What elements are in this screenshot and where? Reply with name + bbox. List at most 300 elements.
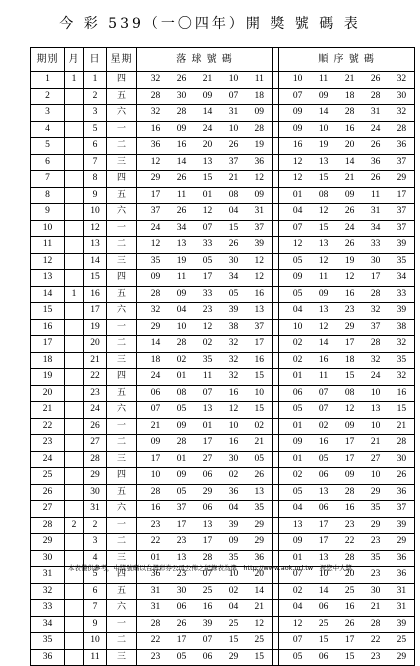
drawn-number-cell: 07 bbox=[143, 402, 169, 419]
drawn-number-cell: 09 bbox=[169, 468, 195, 485]
sorted-number-cell: 07 bbox=[285, 633, 311, 650]
sorted-number-cell: 13 bbox=[311, 237, 337, 254]
drawn-number-cell: 28 bbox=[143, 88, 169, 105]
drawn-number-cell: 19 bbox=[169, 253, 195, 270]
sorted-number-cell: 07 bbox=[311, 402, 337, 419]
day-cell: 10 bbox=[84, 204, 107, 221]
sorted-number-cell: 16 bbox=[337, 600, 363, 617]
table-row bbox=[31, 534, 415, 551]
drawn-number-cell: 12 bbox=[195, 204, 221, 221]
drawn-number-cell: 28 bbox=[169, 105, 195, 122]
drawn-number-cell: 10 bbox=[221, 121, 247, 138]
sorted-number-cell: 16 bbox=[311, 352, 337, 369]
drawn-number-cell: 32 bbox=[221, 336, 247, 353]
sorted-number-cell: 10 bbox=[311, 121, 337, 138]
day-cell: 14 bbox=[84, 253, 107, 270]
drawn-number-cell: 12 bbox=[195, 319, 221, 336]
drawn-number-cell: 21 bbox=[143, 418, 169, 435]
table-row bbox=[31, 187, 415, 204]
sorted-number-cell: 31 bbox=[389, 583, 415, 600]
month-cell bbox=[65, 204, 84, 221]
drawn-number-cell: 32 bbox=[143, 72, 169, 89]
period-cell: 18 bbox=[31, 352, 65, 369]
sorted-number-cell: 17 bbox=[337, 633, 363, 650]
weekday-cell: 二 bbox=[107, 138, 137, 155]
weekday-cell: 五 bbox=[107, 583, 137, 600]
drawn-number-cell: 06 bbox=[195, 501, 221, 518]
page-title: 今 彩 539（一〇四年）開 獎 號 碼 表 bbox=[59, 16, 361, 32]
sorted-number-cell: 28 bbox=[337, 105, 363, 122]
weekday-cell: 一 bbox=[107, 418, 137, 435]
sorted-number-cell: 06 bbox=[311, 501, 337, 518]
sorted-number-cell: 29 bbox=[389, 649, 415, 666]
drawn-number-cell: 09 bbox=[221, 534, 247, 551]
drawn-number-cell: 26 bbox=[169, 72, 195, 89]
day-cell: 9 bbox=[84, 616, 107, 633]
drawn-number-cell: 34 bbox=[169, 220, 195, 237]
weekday-cell: 六 bbox=[107, 303, 137, 320]
sorted-number-cell: 21 bbox=[389, 418, 415, 435]
weekday-cell: 一 bbox=[107, 616, 137, 633]
sorted-number-cell: 21 bbox=[337, 171, 363, 188]
drawn-number-cell: 09 bbox=[143, 270, 169, 287]
drawn-number-cell: 09 bbox=[169, 418, 195, 435]
drawn-number-cell: 10 bbox=[221, 567, 247, 584]
drawn-number-cell: 07 bbox=[195, 385, 221, 402]
sorted-number-cell: 22 bbox=[363, 633, 389, 650]
table-row bbox=[31, 583, 415, 600]
drawn-number-cell: 13 bbox=[195, 154, 221, 171]
sorted-number-cell: 09 bbox=[311, 286, 337, 303]
month-cell bbox=[65, 237, 84, 254]
drawn-number-cell: 24 bbox=[143, 220, 169, 237]
table-row bbox=[31, 237, 415, 254]
sorted-number-cell: 23 bbox=[337, 517, 363, 534]
sorted-number-cell: 12 bbox=[311, 253, 337, 270]
weekday-cell: 二 bbox=[107, 633, 137, 650]
table-row bbox=[31, 435, 415, 452]
sorted-number-cell: 26 bbox=[363, 72, 389, 89]
table-row bbox=[31, 451, 415, 468]
day-cell: 5 bbox=[84, 567, 107, 584]
drawn-number-cell: 37 bbox=[221, 154, 247, 171]
sorted-number-cell: 08 bbox=[311, 187, 337, 204]
day-cell: 2 bbox=[84, 517, 107, 534]
month-cell bbox=[65, 649, 84, 666]
sorted-number-cell: 10 bbox=[311, 567, 337, 584]
weekday-cell: 四 bbox=[107, 270, 137, 287]
drawn-number-cell: 01 bbox=[195, 187, 221, 204]
period-cell: 4 bbox=[31, 121, 65, 138]
sorted-number-cell: 28 bbox=[363, 336, 389, 353]
sorted-number-cell: 09 bbox=[311, 88, 337, 105]
month-cell bbox=[65, 484, 84, 501]
sorted-number-cell: 01 bbox=[285, 187, 311, 204]
sorted-number-cell: 36 bbox=[389, 567, 415, 584]
period-cell: 13 bbox=[31, 270, 65, 287]
drawn-number-cell: 15 bbox=[247, 369, 273, 386]
sorted-number-cell: 16 bbox=[337, 121, 363, 138]
weekday-cell: 五 bbox=[107, 88, 137, 105]
drawn-number-cell: 17 bbox=[169, 517, 195, 534]
drawn-number-cell: 36 bbox=[143, 567, 169, 584]
weekday-cell: 六 bbox=[107, 501, 137, 518]
header-drawn-numbers: 落 球 號 碼 bbox=[137, 48, 273, 72]
sorted-number-cell: 36 bbox=[363, 154, 389, 171]
sorted-number-cell: 19 bbox=[337, 253, 363, 270]
drawn-number-cell: 05 bbox=[247, 451, 273, 468]
drawn-number-cell: 29 bbox=[221, 649, 247, 666]
sorted-number-cell: 14 bbox=[311, 105, 337, 122]
weekday-cell: 六 bbox=[107, 600, 137, 617]
period-cell: 10 bbox=[31, 220, 65, 237]
weekday-cell: 二 bbox=[107, 534, 137, 551]
sorted-number-cell: 28 bbox=[363, 88, 389, 105]
sorted-number-cell: 09 bbox=[337, 187, 363, 204]
drawn-number-cell: 31 bbox=[247, 204, 273, 221]
drawn-number-cell: 23 bbox=[143, 649, 169, 666]
table-row bbox=[31, 501, 415, 518]
day-cell: 2 bbox=[84, 88, 107, 105]
sorted-number-cell: 08 bbox=[337, 385, 363, 402]
drawn-number-cell: 36 bbox=[221, 484, 247, 501]
drawn-number-cell: 20 bbox=[195, 138, 221, 155]
month-cell bbox=[65, 616, 84, 633]
drawn-number-cell: 35 bbox=[247, 501, 273, 518]
sorted-number-cell: 26 bbox=[337, 237, 363, 254]
sorted-number-cell: 12 bbox=[311, 204, 337, 221]
drawn-number-cell: 08 bbox=[221, 187, 247, 204]
period-cell: 7 bbox=[31, 171, 65, 188]
sorted-number-cell: 10 bbox=[363, 385, 389, 402]
sorted-number-cell: 26 bbox=[337, 204, 363, 221]
drawn-number-cell: 06 bbox=[169, 600, 195, 617]
drawn-number-cell: 09 bbox=[169, 121, 195, 138]
drawn-number-cell: 32 bbox=[221, 352, 247, 369]
weekday-cell: 四 bbox=[107, 72, 137, 89]
table-row bbox=[31, 468, 415, 485]
period-cell: 34 bbox=[31, 616, 65, 633]
drawn-number-cell: 17 bbox=[195, 270, 221, 287]
sorted-number-cell: 16 bbox=[337, 501, 363, 518]
drawn-number-cell: 21 bbox=[195, 72, 221, 89]
drawn-number-cell: 12 bbox=[143, 237, 169, 254]
drawn-number-cell: 32 bbox=[143, 303, 169, 320]
sorted-number-cell: 10 bbox=[285, 319, 311, 336]
weekday-cell: 二 bbox=[107, 336, 137, 353]
sorted-number-cell: 35 bbox=[389, 253, 415, 270]
period-cell: 3 bbox=[31, 105, 65, 122]
sorted-number-cell: 05 bbox=[285, 253, 311, 270]
drawn-number-cell: 35 bbox=[195, 352, 221, 369]
day-cell: 20 bbox=[84, 336, 107, 353]
period-cell: 33 bbox=[31, 600, 65, 617]
month-cell bbox=[65, 154, 84, 171]
drawn-number-cell: 06 bbox=[195, 468, 221, 485]
sorted-number-cell: 14 bbox=[311, 336, 337, 353]
sorted-number-cell: 23 bbox=[363, 649, 389, 666]
sorted-number-cell: 01 bbox=[285, 418, 311, 435]
sorted-number-cell: 28 bbox=[337, 550, 363, 567]
sorted-number-cell: 29 bbox=[389, 171, 415, 188]
drawn-number-cell: 23 bbox=[169, 567, 195, 584]
drawn-number-cell: 21 bbox=[247, 600, 273, 617]
drawn-number-cell: 13 bbox=[195, 402, 221, 419]
sorted-number-cell: 04 bbox=[285, 303, 311, 320]
drawn-number-cell: 35 bbox=[143, 253, 169, 270]
header-sorted-numbers: 順 序 號 碼 bbox=[279, 48, 415, 72]
table-row bbox=[31, 270, 415, 287]
period-cell: 14 bbox=[31, 286, 65, 303]
drawn-number-cell: 12 bbox=[247, 270, 273, 287]
month-cell bbox=[65, 220, 84, 237]
drawn-number-cell: 01 bbox=[169, 369, 195, 386]
sorted-number-cell: 36 bbox=[389, 550, 415, 567]
sorted-number-cell: 11 bbox=[311, 369, 337, 386]
sorted-number-cell: 21 bbox=[337, 72, 363, 89]
table-row bbox=[31, 88, 415, 105]
day-cell: 12 bbox=[84, 220, 107, 237]
sorted-number-cell: 15 bbox=[311, 220, 337, 237]
sorted-number-cell: 15 bbox=[337, 369, 363, 386]
drawn-number-cell: 11 bbox=[169, 187, 195, 204]
month-cell bbox=[65, 600, 84, 617]
drawn-number-cell: 21 bbox=[221, 171, 247, 188]
sorted-number-cell: 09 bbox=[285, 534, 311, 551]
sorted-number-cell: 01 bbox=[285, 451, 311, 468]
drawn-number-cell: 31 bbox=[221, 105, 247, 122]
weekday-cell: 六 bbox=[107, 204, 137, 221]
table-row bbox=[31, 220, 415, 237]
sorted-number-cell: 26 bbox=[363, 171, 389, 188]
month-cell bbox=[65, 336, 84, 353]
drawn-number-cell: 30 bbox=[221, 253, 247, 270]
sorted-number-cell: 13 bbox=[311, 484, 337, 501]
period-cell: 30 bbox=[31, 550, 65, 567]
sorted-number-cell: 12 bbox=[337, 402, 363, 419]
sorted-number-cell: 11 bbox=[311, 72, 337, 89]
drawn-number-cell: 15 bbox=[195, 171, 221, 188]
table-row bbox=[31, 105, 415, 122]
sorted-number-cell: 04 bbox=[285, 204, 311, 221]
month-cell bbox=[65, 451, 84, 468]
drawn-number-cell: 16 bbox=[247, 286, 273, 303]
drawn-number-cell: 02 bbox=[221, 583, 247, 600]
sorted-number-cell: 37 bbox=[363, 319, 389, 336]
drawn-number-cell: 28 bbox=[195, 550, 221, 567]
sorted-number-cell: 32 bbox=[389, 72, 415, 89]
drawn-number-cell: 16 bbox=[221, 385, 247, 402]
sorted-number-cell: 32 bbox=[389, 369, 415, 386]
sorted-number-cell: 32 bbox=[363, 352, 389, 369]
drawn-number-cell: 37 bbox=[143, 204, 169, 221]
sorted-number-cell: 30 bbox=[389, 451, 415, 468]
drawn-number-cell: 39 bbox=[195, 616, 221, 633]
sorted-number-cell: 24 bbox=[337, 220, 363, 237]
month-cell bbox=[65, 253, 84, 270]
month-cell bbox=[65, 501, 84, 518]
sorted-number-cell: 34 bbox=[389, 270, 415, 287]
month-cell bbox=[65, 468, 84, 485]
table-row bbox=[31, 633, 415, 650]
drawn-number-cell: 25 bbox=[247, 633, 273, 650]
sorted-number-cell: 15 bbox=[389, 402, 415, 419]
day-cell: 1 bbox=[84, 72, 107, 89]
drawn-number-cell: 22 bbox=[143, 633, 169, 650]
weekday-cell: 四 bbox=[107, 567, 137, 584]
period-cell: 6 bbox=[31, 154, 65, 171]
table-row bbox=[31, 154, 415, 171]
drawn-number-cell: 10 bbox=[247, 385, 273, 402]
sorted-number-cell: 29 bbox=[337, 319, 363, 336]
weekday-cell: 四 bbox=[107, 369, 137, 386]
day-cell: 27 bbox=[84, 435, 107, 452]
drawn-number-cell: 37 bbox=[247, 319, 273, 336]
table-body bbox=[31, 72, 415, 666]
sorted-number-cell: 21 bbox=[363, 600, 389, 617]
sorted-number-cell: 29 bbox=[389, 534, 415, 551]
sorted-number-cell: 26 bbox=[337, 616, 363, 633]
weekday-cell: 二 bbox=[107, 237, 137, 254]
sorted-number-cell: 11 bbox=[311, 270, 337, 287]
drawn-number-cell: 25 bbox=[195, 583, 221, 600]
sorted-number-cell: 14 bbox=[311, 583, 337, 600]
drawn-number-cell: 32 bbox=[143, 105, 169, 122]
drawn-number-cell: 30 bbox=[221, 451, 247, 468]
drawn-number-cell: 34 bbox=[221, 270, 247, 287]
table-row bbox=[31, 352, 415, 369]
table-row bbox=[31, 484, 415, 501]
weekday-cell: 一 bbox=[107, 517, 137, 534]
drawn-number-cell: 26 bbox=[221, 237, 247, 254]
drawn-number-cell: 06 bbox=[195, 649, 221, 666]
sorted-number-cell: 05 bbox=[285, 649, 311, 666]
sorted-number-cell: 38 bbox=[389, 319, 415, 336]
table-row bbox=[31, 418, 415, 435]
sorted-number-cell: 02 bbox=[311, 418, 337, 435]
sorted-number-cell: 30 bbox=[363, 583, 389, 600]
month-cell bbox=[65, 633, 84, 650]
month-cell bbox=[65, 418, 84, 435]
period-cell: 11 bbox=[31, 237, 65, 254]
sorted-number-cell: 25 bbox=[337, 583, 363, 600]
sorted-number-cell: 14 bbox=[337, 154, 363, 171]
period-cell: 8 bbox=[31, 187, 65, 204]
period-cell: 35 bbox=[31, 633, 65, 650]
sorted-number-cell: 39 bbox=[389, 303, 415, 320]
month-cell bbox=[65, 402, 84, 419]
sorted-number-cell: 18 bbox=[337, 352, 363, 369]
month-cell bbox=[65, 187, 84, 204]
period-cell: 27 bbox=[31, 501, 65, 518]
drawn-number-cell: 31 bbox=[143, 600, 169, 617]
drawn-number-cell: 18 bbox=[143, 352, 169, 369]
sorted-number-cell: 13 bbox=[311, 550, 337, 567]
period-cell: 17 bbox=[31, 336, 65, 353]
sorted-number-cell: 35 bbox=[363, 550, 389, 567]
sorted-number-cell: 06 bbox=[311, 649, 337, 666]
header-row bbox=[31, 48, 415, 72]
sorted-number-cell: 15 bbox=[337, 649, 363, 666]
sorted-number-cell: 31 bbox=[363, 204, 389, 221]
drawn-number-cell: 30 bbox=[169, 583, 195, 600]
sorted-number-cell: 10 bbox=[363, 418, 389, 435]
drawn-number-cell: 13 bbox=[247, 484, 273, 501]
sorted-number-cell: 12 bbox=[311, 319, 337, 336]
sorted-number-cell: 27 bbox=[363, 451, 389, 468]
drawn-number-cell: 17 bbox=[195, 534, 221, 551]
period-cell: 24 bbox=[31, 451, 65, 468]
drawn-number-cell: 26 bbox=[169, 204, 195, 221]
sorted-number-cell: 09 bbox=[285, 270, 311, 287]
sorted-number-cell: 15 bbox=[311, 171, 337, 188]
period-cell: 28 bbox=[31, 517, 65, 534]
weekday-cell: 一 bbox=[107, 220, 137, 237]
drawn-number-cell: 26 bbox=[247, 468, 273, 485]
drawn-number-cell: 02 bbox=[195, 336, 221, 353]
sorted-number-cell: 04 bbox=[285, 600, 311, 617]
drawn-number-cell: 29 bbox=[143, 171, 169, 188]
day-cell: 7 bbox=[84, 154, 107, 171]
header-day: 日 bbox=[84, 48, 107, 72]
sorted-number-cell: 29 bbox=[363, 517, 389, 534]
month-cell bbox=[65, 171, 84, 188]
day-cell: 19 bbox=[84, 319, 107, 336]
table-row bbox=[31, 303, 415, 320]
day-cell: 7 bbox=[84, 600, 107, 617]
drawn-number-cell: 29 bbox=[247, 534, 273, 551]
month-cell bbox=[65, 369, 84, 386]
sorted-number-cell: 07 bbox=[285, 220, 311, 237]
drawn-number-cell: 23 bbox=[169, 534, 195, 551]
drawn-number-cell: 36 bbox=[247, 550, 273, 567]
drawn-number-cell: 31 bbox=[143, 583, 169, 600]
sorted-number-cell: 01 bbox=[285, 550, 311, 567]
period-cell: 32 bbox=[31, 583, 65, 600]
drawn-number-cell: 16 bbox=[195, 600, 221, 617]
day-cell: 29 bbox=[84, 468, 107, 485]
sorted-number-cell: 23 bbox=[337, 303, 363, 320]
drawn-number-cell: 35 bbox=[221, 550, 247, 567]
period-cell: 2 bbox=[31, 88, 65, 105]
sorted-number-cell: 09 bbox=[285, 435, 311, 452]
drawn-number-cell: 10 bbox=[221, 72, 247, 89]
drawn-number-cell: 10 bbox=[221, 418, 247, 435]
drawn-number-cell: 12 bbox=[143, 154, 169, 171]
weekday-cell: 一 bbox=[107, 121, 137, 138]
sorted-number-cell: 18 bbox=[337, 88, 363, 105]
drawn-number-cell: 01 bbox=[169, 451, 195, 468]
sorted-number-cell: 37 bbox=[389, 204, 415, 221]
month-cell bbox=[65, 534, 84, 551]
sorted-number-cell: 28 bbox=[389, 435, 415, 452]
drawn-number-cell: 15 bbox=[247, 649, 273, 666]
sorted-number-cell: 24 bbox=[363, 121, 389, 138]
drawn-number-cell: 09 bbox=[247, 187, 273, 204]
header-weekday: 星期 bbox=[107, 48, 137, 72]
sorted-number-cell: 12 bbox=[285, 237, 311, 254]
drawn-number-cell: 29 bbox=[195, 484, 221, 501]
sorted-number-cell: 02 bbox=[285, 352, 311, 369]
drawn-number-cell: 09 bbox=[143, 435, 169, 452]
drawn-number-cell: 37 bbox=[169, 501, 195, 518]
period-cell: 16 bbox=[31, 319, 65, 336]
weekday-cell: 三 bbox=[107, 154, 137, 171]
sorted-number-cell: 11 bbox=[363, 187, 389, 204]
sorted-number-cell: 01 bbox=[285, 369, 311, 386]
sorted-number-cell: 13 bbox=[311, 154, 337, 171]
sorted-number-cell: 19 bbox=[311, 138, 337, 155]
